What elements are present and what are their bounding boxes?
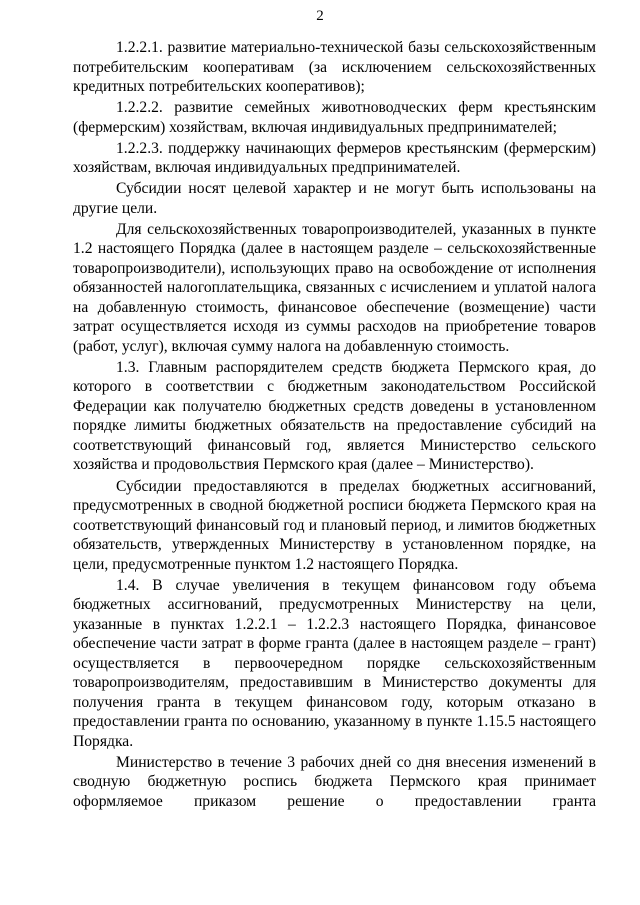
paragraph-1-2-2-3: 1.2.2.3. поддержку начинающих фермеров крестьянским (фермерским) хозяйствам, включая индивидуальных предпринимателей. [73,139,596,177]
paragraph-vat-exempt-producers: Для сельскохозяйственных товаропроизводителей, указанных в пункте 1.2 настоящего Порядка (далее в настоящем разделе – сельскохозяйственные товаропроизводители), использующих право на освобождение от исполнения обязанностей налогоплательщика, связанных с исчислением и уплатой налога на добавленную стоимость, финансовое обеспечение (возмещение) части затрат осуществляется исходя из суммы расходов на приобретение товаров (работ, услуг), включая сумму налога на добавленную стоимость. [73,220,596,355]
paragraph-1-3: 1.3. Главным распорядителем средств бюджета Пермского края, до которого в соответствии с бюджетным законодательством Российской Федерации как получателю бюджетных средств доведены в установленном порядке лимиты бюджетных обязательств на предоставление субсидий на соответствующий финансовый год, является Министерство сельского хозяйства и продовольствия Пермского края (далее – Министерство). [73,358,596,474]
paragraph-ministry-decision: Министерство в течение 3 рабочих дней со дня внесения изменений в сводную бюджетную роспись бюджета Пермского края принимает оформляемое приказом решение о предоставлении гранта [73,753,596,810]
page-number: 2 [316,8,324,24]
paragraph-subsidies-purpose: Субсидии носят целевой характер и не могут быть использованы на другие цели. [73,180,596,217]
paragraph-1-2-2-1: 1.2.2.1. развитие материально-технической базы сельскохозяйственным потребительским кооперативам (за исключением сельскохозяйственных кредитных потребительских кооперативов); [73,39,596,95]
paragraph-subsidies-limits: Субсидии предоставляются в пределах бюджетных ассигнований, предусмотренных в сводной бюджетной росписи бюджета Пермского края на соответствующий финансовый год и плановый период, и лимитов бюджетных обязательств, утвержденных Министерству в установленном порядке, на цели, предусмотренные пунктом 1.2 настоящего Порядка. [73,477,596,573]
paragraph-1-4: 1.4. В случае увеличения в текущем финансовом году объема бюджетных ассигнований, предусмотренных Министерству на цели, указанные в пунктах 1.2.2.1 – 1.2.2.3 настоящего Порядка, финансовое обеспечение части затрат в форме гранта (далее в настоящем разделе – грант) осуществляется в первоочередном порядке сельскохозяйственным товаропроизводителям, предоставившим в Министерство документы для получения гранта в текущем финансовом году, которым отказано в предоставлении гранта по основанию, указанному в пункте 1.15.5 настоящего Порядка. [73,576,596,750]
paragraph-1-2-2-2: 1.2.2.2. развитие семейных животноводческих ферм крестьянским (фермерским) хозяйствам, включая индивидуальных предпринимателей; [73,99,596,136]
document-body [73,38,596,813]
